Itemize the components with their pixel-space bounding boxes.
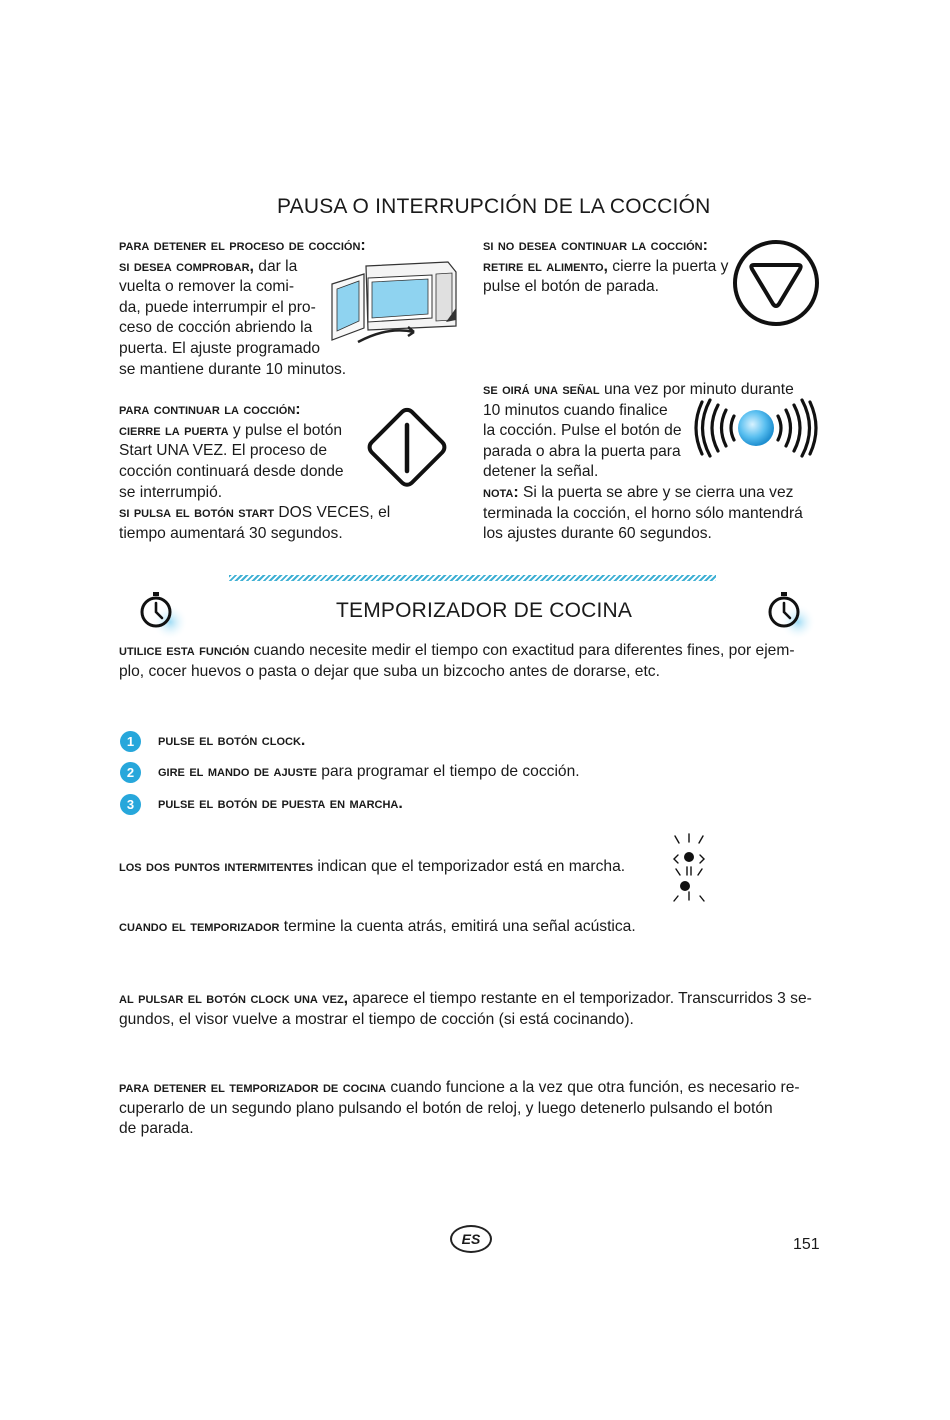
left-column-pause: para detener el proceso de cocción: si desea comprobar, dar la vuelta o remover la comi- da, puede interrumpir el pro- ceso de cocción abriendo la puerta. El ajuste programado se mantiene durante 10 minutos. para continuar la cocción: cierre la puerta y pulse el botón Start UNA VEZ. El proceso de cocción continuará desde donde se interrumpió. si pulsa el botón start DOS VECES, el tiempo aumentará 30 segundos. [119,237,391,542]
right-column-signal: se oirá una señal una vez por minuto durante 10 minutos cuando finalice la cocción. Pulse el botón de parada o abra la puerta para detener la señal. nota: Si la puerta se abre y se cierra una vez terminada la cocción, el horno sólo mantendrá los ajustes durante 60 segundos. [483,381,803,543]
lead-use-function: utilice esta función [119,642,250,659]
stop-button-icon [731,238,821,328]
timer-intro: utilice esta función cuando necesite medir el tiempo con exactitud para diferentes fines, por ejem- plo, cocer huevos o pasta o dejar que suba un bizcocho antes de dorarse, etc. [119,642,795,680]
step-1-text: pulse el botón clock. [158,732,306,749]
blinking-dots-text: los dos puntos intermitentes indican que el temporizador está en marcha. [119,858,626,875]
microwave-open-door-icon [328,258,458,348]
step-number-3: 3 [120,794,141,815]
sound-signal-icon [690,396,822,460]
blinking-colon-icon [668,830,710,906]
section-title-timer: TEMPORIZADOR DE COCINA [336,599,633,622]
lead-check: si desea comprobar, [119,257,254,275]
lead-signal: se oirá una señal [483,381,600,398]
lead-close-door: cierre la puerta [119,421,229,439]
stop-timer-text: para detener el temporizador de cocina cuando funcione a la vez que otra función, es necesario re- cuperarlo de un segundo plano pulsando el botón de reloj, y luego detenerlo pulsando el botón de parada. [119,1079,800,1138]
clock-once-text: al pulsar el botón clock una vez, aparece el tiempo restante en el temporizador. Transcurridos 3 se- gundos, el visor vuelve a mostrar el tiempo de cocción (si está cocinando). [119,990,812,1028]
language-badge: ES [450,1225,492,1253]
step-number-1: 1 [120,731,141,752]
step-3-text: pulse el botón de puesta en marcha. [158,795,403,812]
page-number: 151 [793,1236,820,1253]
start-button-icon [356,398,458,498]
section-title-pause: PAUSA O INTERRUPCIÓN DE LA COCCIÓN [277,195,711,218]
step-2-text: gire el mando de ajuste para programar el tiempo de cocción. [158,763,580,780]
lead-note: nota: [483,483,519,501]
timer-icon-right [765,590,819,640]
lead-remove-food: retire el alimento, [483,257,608,275]
heading-continue: para continuar la cocción: [119,401,301,419]
heading-not-continue: si no desea continuar la cocción: [483,237,708,254]
step-number-2: 2 [120,762,141,783]
timer-end-text: cuando el temporizador termine la cuenta atrás, emitirá una señal acústica. [119,918,636,935]
timer-icon-left [137,590,191,640]
heading-stop-process: para detener el proceso de cocción: [119,237,366,254]
section-divider [229,575,716,581]
right-column-pause: si no desea continuar la cocción: retire el alimento, cierre la puerta y pulse el botón de parada. [483,237,729,296]
lead-press-start: si pulsa el botón start [119,504,275,522]
